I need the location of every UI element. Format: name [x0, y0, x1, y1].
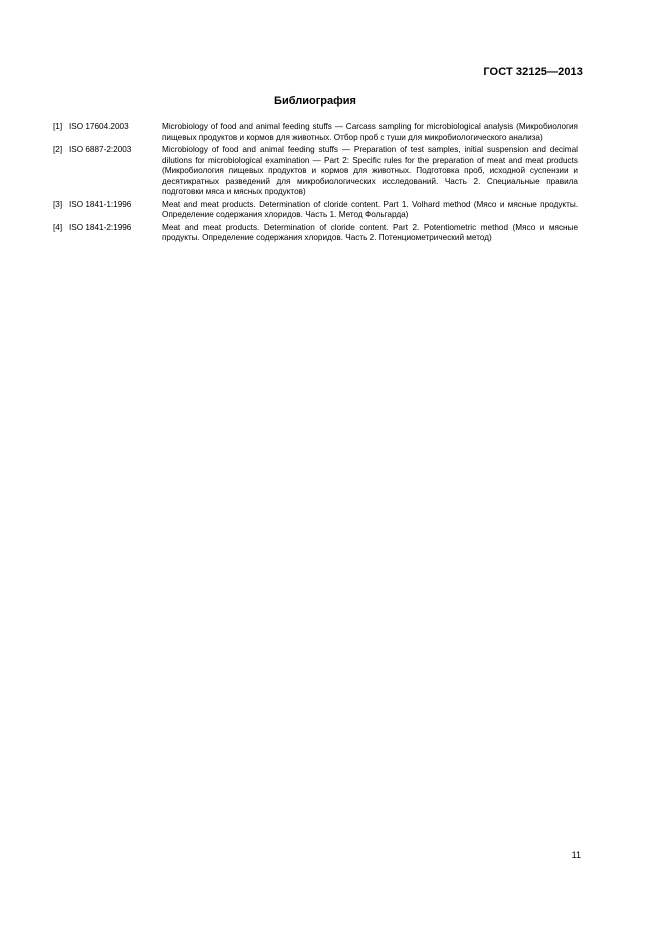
bibliography-entry [53, 145, 578, 198]
bibliography-list [53, 122, 578, 246]
bibliography-entry [53, 122, 578, 143]
standard-code: ГОСТ 32125—2013 [483, 66, 583, 78]
entry-text: Microbiology of food and animal feeding stuffs — Carcass sampling for microbiological analysis (Микробиология пищевых продуктов и кормов для животных. Отбор проб с туши для микробиологического анализа) [162, 122, 578, 142]
entry-number: [2] [53, 145, 63, 154]
entry-code: ISO 1841-1:1996 [69, 199, 132, 209]
entry-text: Meat and meat products. Determination of cloride content. Part 2. Potentiometric method (Мясо и мясные продукты. Определение содержания хлоридов. Часть 2. Потенциометрический метод) [162, 222, 578, 242]
entry-code: ISO 1841-2:1996 [69, 222, 132, 232]
bibliography-entry [53, 200, 578, 221]
entry-code: ISO 17604.2003 [69, 122, 129, 131]
entry-text: Meat and meat products. Determination of cloride content. Part 1. Volhard method (Мясо и мясные продукты. Определение содержания хлоридов. Часть 1. Метод Фольгарда) [162, 199, 578, 219]
entry-code: ISO 6887-2:2003 [69, 145, 132, 154]
entry-number: [3] [53, 199, 63, 209]
bibliography-title: Библиография [274, 95, 356, 107]
entry-text: Microbiology of food and animal feeding stuffs — Preparation of test samples, initial suspension and decimal dilutions for microbiological examination — Part 2: Specific rules for the preparation of meat and meat products (Микробиология пищевых продуктов и кормов для животных. Подготовка проб, исходной суспензии и десятикратных разведений для микробиологических исследований. Часть 2. Специальные правила подготовки мяса и мясных продуктов) [162, 145, 578, 196]
page-number: 11 [571, 850, 581, 860]
entry-number: [1] [53, 122, 63, 131]
bibliography-entry [53, 223, 578, 244]
entry-number: [4] [53, 222, 63, 232]
